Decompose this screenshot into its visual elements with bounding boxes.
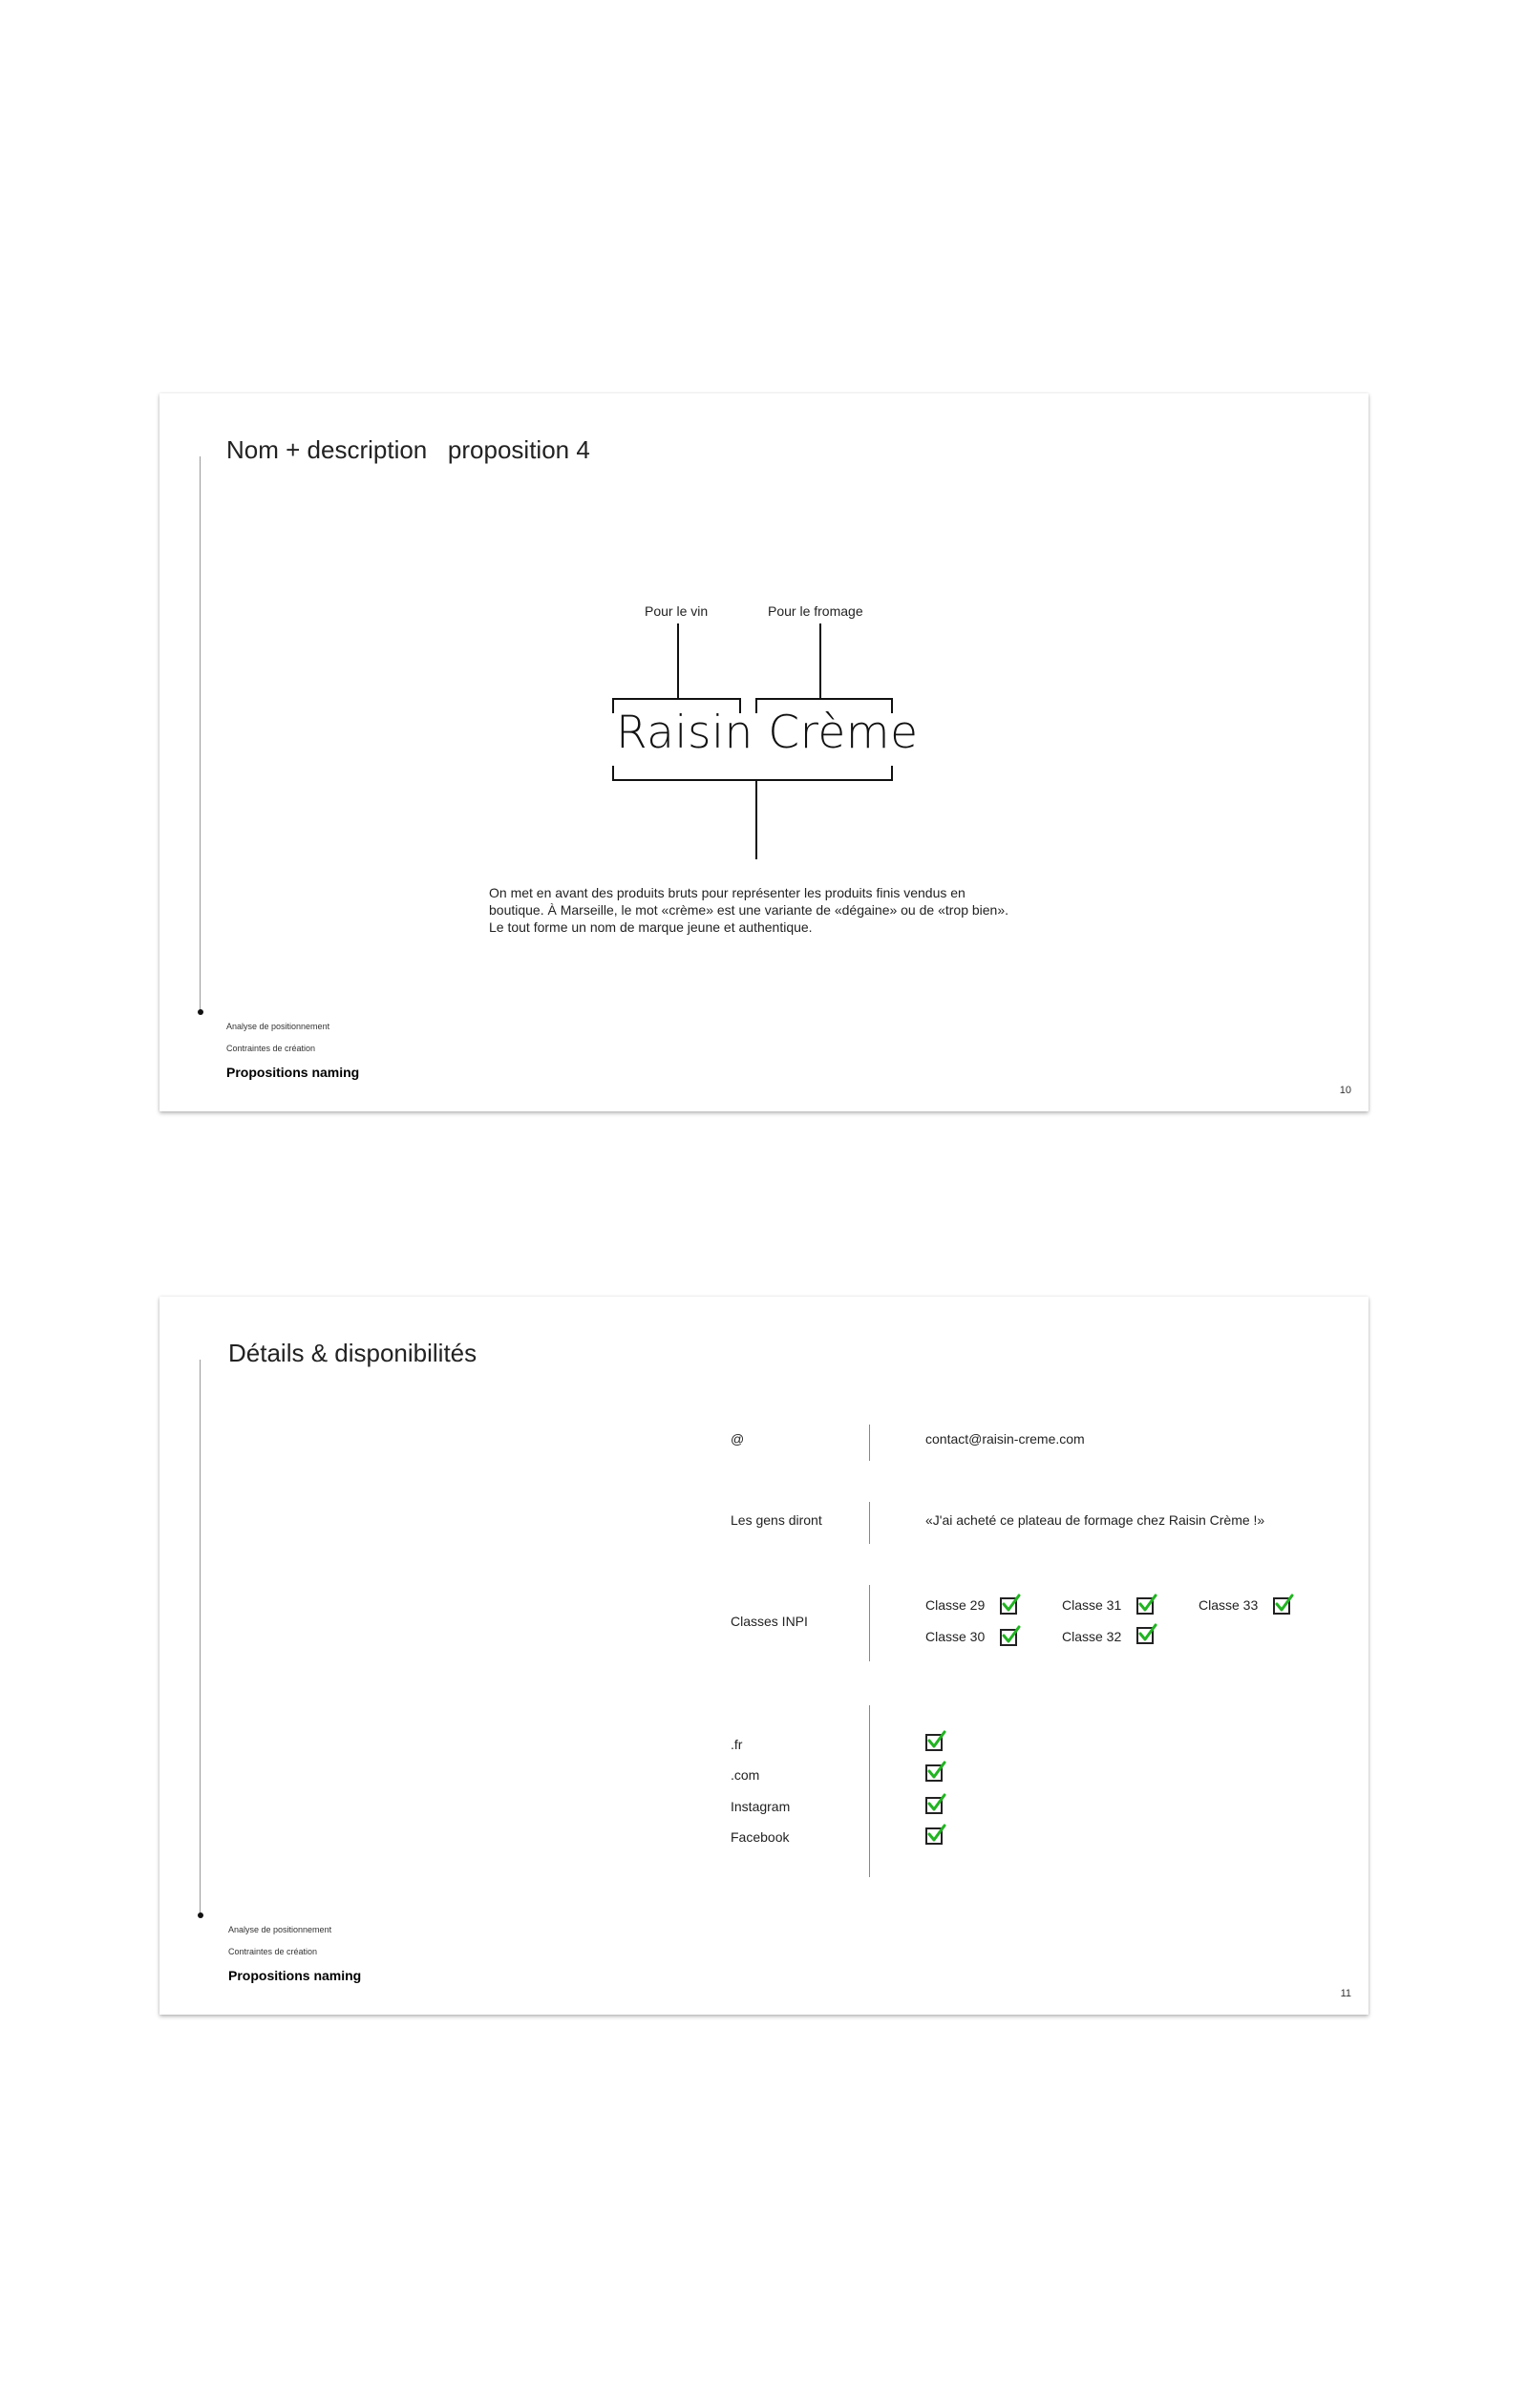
timeline-rule: [200, 1360, 201, 1915]
connector-fromage: [819, 623, 821, 698]
class-30-label: Classe 30: [925, 1629, 986, 1644]
nav-item-contraintes[interactable]: Contraintes de création: [226, 1044, 316, 1053]
nav-item-propositions[interactable]: Propositions naming: [228, 1968, 362, 1983]
row-separator: [869, 1705, 870, 1877]
slide-page-11: [159, 1297, 1369, 2015]
slide-title: Détails & disponibilités: [228, 1339, 478, 1367]
section-nav: [228, 1919, 361, 1985]
class-33-label: Classe 33: [1199, 1597, 1259, 1613]
class-29-label: Classe 29: [925, 1597, 986, 1613]
row-separator: [869, 1502, 870, 1544]
bracket-bottom: [612, 779, 893, 781]
section-nav: [226, 1016, 359, 1082]
checked-checkbox-icon: [925, 1797, 943, 1814]
description-line: boutique. À Marseille, le mot «crème» est une variante de «dégaine» ou de «trop bien».: [489, 902, 1009, 918]
checked-checkbox-icon: [925, 1734, 943, 1751]
checked-checkbox-icon: [1000, 1597, 1017, 1615]
availability-facebook-label: Facebook: [731, 1829, 790, 1845]
email-value[interactable]: contact@raisin-creme.com: [925, 1431, 1085, 1447]
slide-title: Nom + description proposition 4: [226, 435, 590, 464]
timeline-active-dot: [198, 1912, 203, 1918]
connector-vin: [677, 623, 679, 698]
checked-checkbox-icon: [1273, 1597, 1290, 1615]
connector-description: [755, 780, 757, 859]
slide-page-10: [159, 393, 1369, 1111]
page-number: 10: [1339, 1085, 1351, 1096]
checked-checkbox-icon: [925, 1827, 943, 1845]
quote-label: Les gens diront: [731, 1512, 822, 1528]
checked-checkbox-icon: [1000, 1629, 1017, 1646]
description-line: On met en avant des produits bruts pour représenter les produits finis vendus en: [489, 885, 966, 900]
description-line: Le tout forme un nom de marque jeune et authentique.: [489, 919, 813, 935]
class-32-label: Classe 32: [1062, 1629, 1122, 1644]
label-pour-le-fromage: Pour le fromage: [768, 603, 863, 619]
bracket-raisin-top: [612, 698, 741, 700]
description-paragraph: [489, 884, 1062, 936]
page-number: 11: [1340, 1988, 1351, 1999]
classes-label: Classes INPI: [731, 1614, 808, 1629]
checked-checkbox-icon: [1136, 1627, 1154, 1644]
nav-item-propositions[interactable]: Propositions naming: [226, 1065, 360, 1080]
brand-name: Raisin Crème: [616, 707, 919, 759]
availability-fr-label: .fr: [731, 1737, 743, 1752]
timeline-rule: [200, 456, 201, 1012]
nav-item-contraintes[interactable]: Contraintes de création: [228, 1947, 318, 1956]
checked-checkbox-icon: [925, 1764, 943, 1782]
row-separator: [869, 1585, 870, 1661]
label-pour-le-vin: Pour le vin: [645, 603, 709, 619]
class-31-label: Classe 31: [1062, 1597, 1122, 1613]
availability-com-label: .com: [731, 1767, 760, 1783]
row-separator: [869, 1425, 870, 1461]
nav-item-analyse[interactable]: Analyse de positionnement: [226, 1022, 330, 1031]
timeline-active-dot: [198, 1009, 203, 1015]
bracket-creme-top: [755, 698, 893, 700]
quote-value: «J'ai acheté ce plateau de formage chez Raisin Crème !»: [925, 1512, 1265, 1528]
availability-instagram-label: Instagram: [731, 1799, 791, 1814]
nav-item-analyse[interactable]: Analyse de positionnement: [228, 1925, 332, 1934]
checked-checkbox-icon: [1136, 1597, 1154, 1615]
email-label: @: [731, 1431, 745, 1447]
